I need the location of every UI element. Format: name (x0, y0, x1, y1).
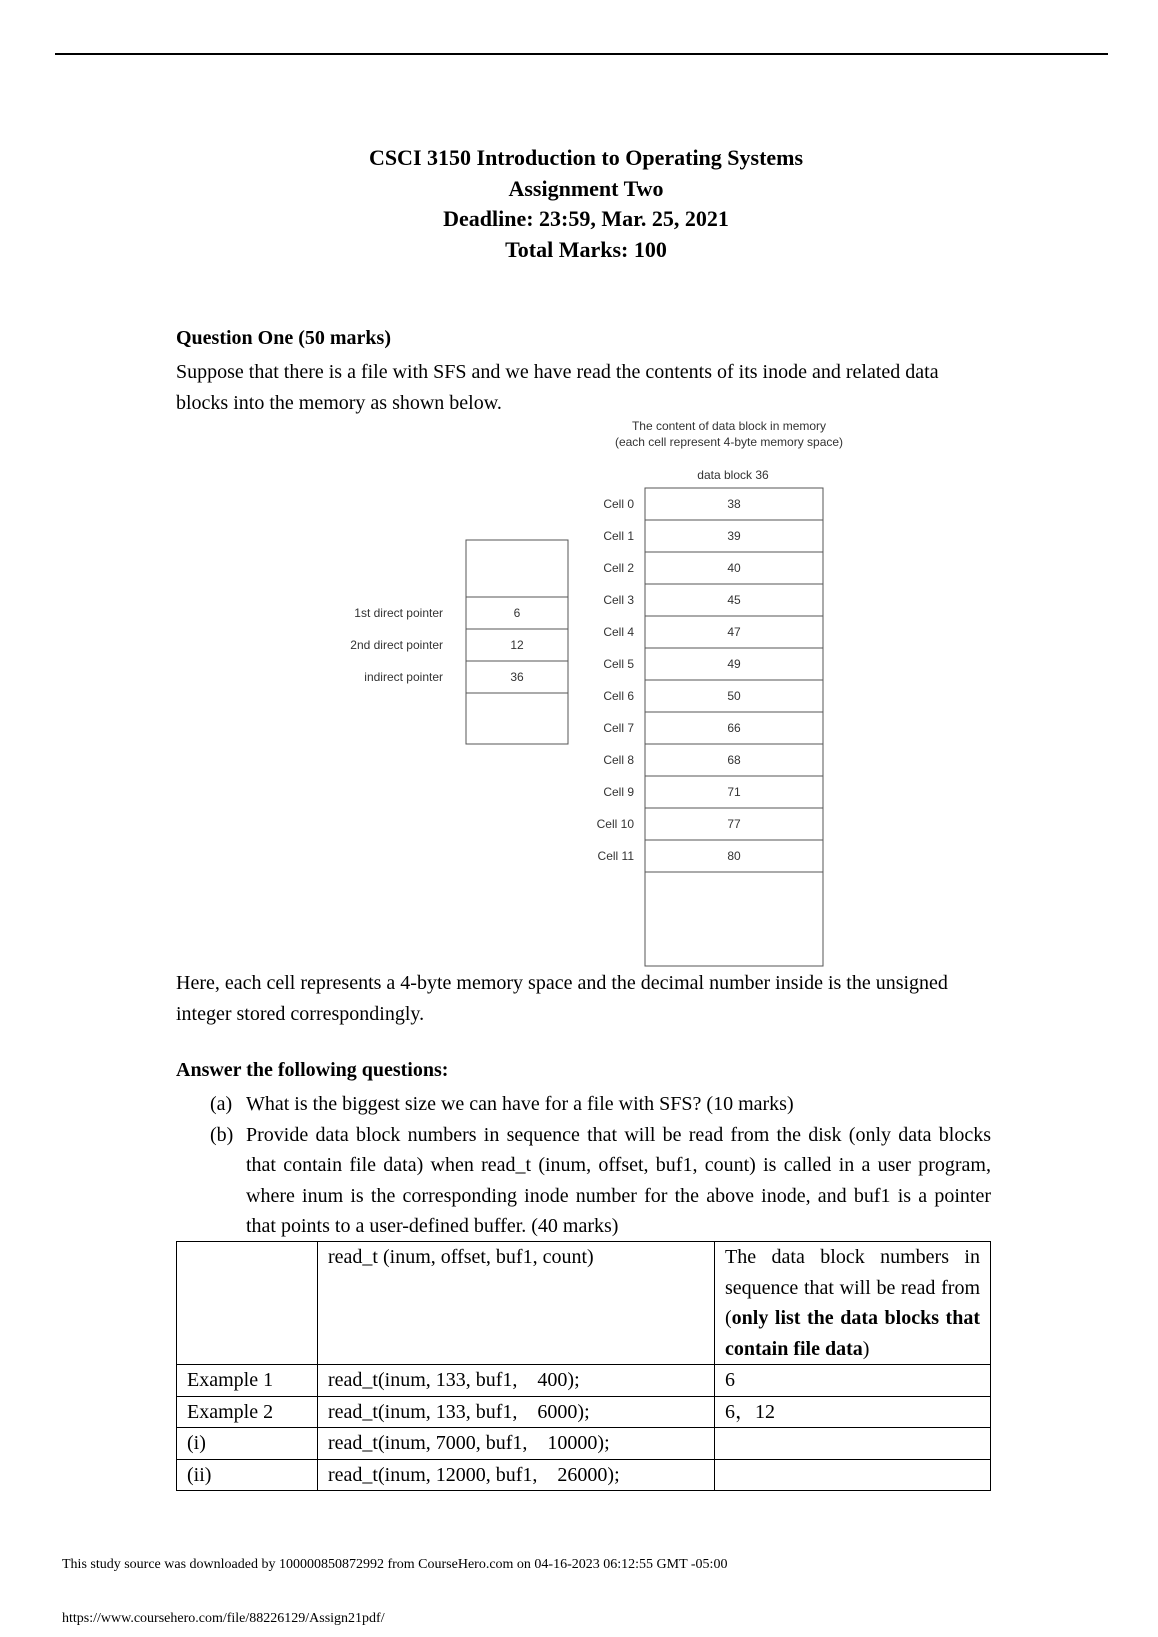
row-blocks: 6 (715, 1365, 991, 1397)
cell-value: 39 (727, 529, 741, 543)
row-label: (ii) (177, 1459, 318, 1491)
cell-value: 77 (727, 817, 741, 831)
row-label: Example 1 (177, 1365, 318, 1397)
inode-label-indirect: indirect pointer (364, 670, 443, 684)
table-row (177, 1396, 991, 1428)
header-cell-call: read_t (inum, offset, buf1, count) (318, 1242, 715, 1365)
cell-label: Cell 2 (603, 561, 634, 575)
question-one-heading: Question One (50 marks) (176, 327, 391, 349)
cell-value: 66 (727, 721, 741, 735)
answer-heading: Answer the following questions: (176, 1059, 449, 1081)
cell-label: Cell 1 (603, 529, 634, 543)
cell-value: 45 (727, 593, 741, 607)
cell-value: 47 (727, 625, 741, 639)
footer-url[interactable]: https://www.coursehero.com/file/88226129/Assign21pdf/ (62, 1611, 385, 1626)
inode-label-direct2: 2nd direct pointer (350, 638, 443, 652)
row-label: Example 2 (177, 1396, 318, 1428)
top-rule (55, 53, 1108, 55)
cell-label: Cell 0 (603, 497, 634, 511)
deadline: Deadline: 23:59, Mar. 25, 2021 (443, 206, 729, 231)
row-blocks[interactable] (715, 1459, 991, 1491)
data-block-label: data block 36 (697, 468, 769, 482)
inode-label-direct1: 1st direct pointer (354, 606, 443, 620)
question-item-b (210, 1120, 991, 1242)
table-row (177, 1428, 991, 1460)
question-label: (b) (210, 1123, 234, 1146)
question-text: Provide data block numbers in sequence that will be read from the disk (only data blocks that contain file data) when read_t (inum, offset, buf1, count) is called in a user program, where inum is the corresponding inode number for the above inode, and buf1 is a pointer that points to a user-defined buffer. (40 marks) (246, 1123, 991, 1237)
cell-label: Cell 7 (603, 721, 634, 735)
cell-label: Cell 9 (603, 785, 634, 799)
question-item-a (210, 1089, 991, 1120)
cell-label: Cell 6 (603, 689, 634, 703)
figure-caption-line2: (each cell represent 4-byte memory space) (614, 435, 844, 449)
cell-value: 80 (727, 849, 741, 863)
cell-value: 38 (727, 497, 741, 511)
cell-value: 40 (727, 561, 741, 575)
cell-label: Cell 8 (603, 753, 634, 767)
title-block (0, 143, 1158, 265)
table-row (177, 1365, 991, 1397)
cell-value: 49 (727, 657, 741, 671)
figure-explanation: Here, each cell represents a 4-byte memory space and the decimal number inside is the unsigned integer stored correspondingly. (176, 972, 948, 1025)
question-one-intro: Suppose that there is a file with SFS and we have read the contents of its inode and related data blocks into the memory as shown below. (176, 361, 939, 414)
header-cell-blocks (715, 1242, 991, 1365)
read-table (176, 1241, 991, 1491)
course-title: CSCI 3150 Introduction to Operating Systems (368, 145, 804, 170)
total-marks: Total Marks: 100 (505, 236, 667, 262)
inode-value-indirect: 36 (510, 670, 524, 684)
question-list (210, 1089, 991, 1242)
inode-value-direct1: 6 (513, 606, 521, 620)
table-row (177, 1459, 991, 1491)
data-block-dividers (645, 520, 823, 872)
cell-value: 71 (727, 785, 741, 799)
cell-label: Cell 11 (597, 849, 634, 863)
row-call: read_t(inum, 133, buf1, 400); (318, 1365, 715, 1397)
inode-box (466, 540, 568, 744)
figure-caption-line1: The content of data block in memory (631, 419, 827, 433)
header-cell-empty (177, 1242, 318, 1365)
assignment-title: Assignment Two (508, 175, 664, 201)
row-call: read_t(inum, 133, buf1, 6000); (318, 1396, 715, 1428)
header-blocks-bold: only list the data blocks that contain file data (725, 1307, 980, 1360)
header-blocks-suffix: ) (862, 1337, 870, 1360)
question-label: (a) (210, 1093, 233, 1115)
row-call: read_t(inum, 7000, buf1, 10000); (318, 1428, 715, 1460)
header-blocks-prefix: The data block numbers in sequence that will be read from ( (725, 1246, 980, 1329)
cell-label: Cell 5 (603, 657, 634, 671)
footer-source: This study source was downloaded by 100000850872992 from CourseHero.com on 04-16-2023 06:12:55 GMT -05:00 (62, 1557, 728, 1572)
row-call: read_t(inum, 12000, buf1, 26000); (318, 1459, 715, 1491)
table-header-row (177, 1242, 991, 1365)
cell-value: 68 (727, 753, 741, 767)
row-label: (i) (177, 1428, 318, 1460)
cell-label: Cell 3 (603, 593, 634, 607)
data-block-box (645, 488, 823, 966)
row-blocks: 6，12 (715, 1396, 991, 1428)
row-blocks[interactable] (715, 1428, 991, 1460)
question-text: What is the biggest size we can have for a file with SFS? (10 marks) (246, 1093, 794, 1115)
inode-value-direct2: 12 (510, 638, 524, 652)
cell-label: Cell 10 (596, 817, 634, 831)
cell-value: 50 (727, 689, 741, 703)
cell-label: Cell 4 (603, 625, 634, 639)
